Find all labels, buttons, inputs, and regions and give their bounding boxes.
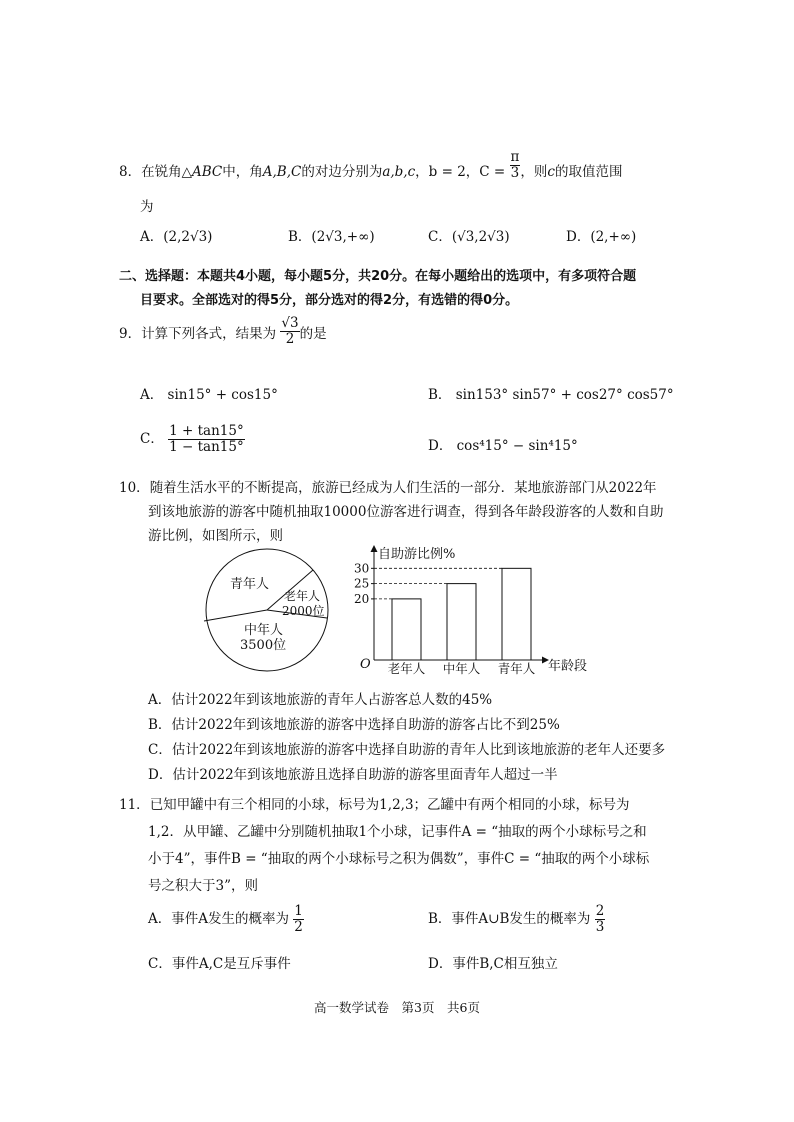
section-heading-line2: 目要求。全部选对的得5分，部分选对的得2分，有选错的得0分。 (140, 293, 519, 308)
y-tick-label: 20 (354, 591, 370, 606)
q10-option-b: B．估计2022年到该地旅游的游客中选择自助游的游客占比不到25% (148, 717, 560, 733)
q8-option-c: C．(√3,2√3) (428, 229, 510, 245)
y-tick-label: 30 (354, 561, 370, 576)
q10-line3: 游比例，如图所示，则 (148, 528, 283, 544)
bar-2 (502, 568, 531, 660)
pie-label-old-count: 2000位 (282, 604, 325, 618)
origin-label: O (360, 657, 371, 672)
x-tick-label: 老年人 (387, 661, 426, 676)
q9-number: 9． (119, 326, 142, 342)
section-heading-line1: 二、选择题：本题共4小题，每小题5分，共20分。在每小题给出的选项中，有多项符合题 (119, 269, 637, 284)
bar-0 (392, 599, 421, 660)
pie-label-middle-count: 3500位 (240, 638, 287, 653)
q11-option-d: D．事件B,C相互独立 (428, 956, 558, 972)
pie-label-youth: 青年人 (230, 577, 270, 592)
q8-option-d: D．(2,+∞) (566, 229, 637, 245)
x-tick-label: 中年人 (442, 661, 481, 676)
page-footer: 高一数学试卷 第3页 共6页 (314, 1000, 480, 1015)
pie-label-old: 老年人 (284, 589, 321, 603)
q8-pi-fraction: $\frac{\pi}{3}$ (510, 149, 520, 181)
bars-group (354, 561, 536, 676)
pie-label-middle: 中年人 (244, 623, 284, 638)
q11-option-b: B．事件A∪B发生的概率为 $\frac{2}{3}$ (428, 903, 605, 935)
q11-line1: 11．已知甲罐中有三个相同的小球，标号为1,2,3；乙罐中有两个相同的小球，标号为 (119, 797, 630, 813)
q9-stem: 9．计算下列各式，结果为 $\frac{√3}{2}$ 的是 (119, 315, 327, 347)
q11-option-b-fraction: $\frac{2}{3}$ (595, 903, 605, 935)
q9-option-b: B． sin153° sin57° + cos27° cos57° (428, 387, 674, 403)
q9-option-d: D． cos⁴15° − sin⁴15° (428, 438, 578, 454)
q8-option-a: A．(2,2√3) (140, 229, 213, 245)
q9-option-c: C． $\frac{1 + \tan 15^\circ}{1 - \tan 15^\circ}$ (140, 423, 244, 455)
q10-option-a: A．估计2022年到该地旅游的青年人占游客总人数的45% (148, 692, 493, 708)
q8-option-b: B．(2√3,+∞) (288, 229, 375, 245)
q11-option-c: C．事件A,C是互斥事件 (148, 956, 291, 972)
q9-fraction: $\frac{√3}{2}$ (281, 315, 299, 347)
q9-option-a: A． sin15° + cos15° (140, 387, 278, 403)
x-tick-label: 青年人 (497, 661, 536, 676)
q8-stem-wrap: 为 (140, 199, 154, 215)
q8-number: 8． (119, 164, 142, 180)
pie-chart (200, 548, 335, 673)
bar-chart (350, 540, 600, 678)
q10-line2: 到该地旅游的游客中随机抽取10000位游客进行调查，得到各年龄段游客的人数和自助 (148, 504, 664, 520)
q11-line3: 小于4”，事件B = “抽取的两个小球标号之积为偶数”，事件C = “抽取的两个小球标 (148, 851, 650, 867)
q11-line2: 1,2．从甲罐、乙罐中分别随机抽取1个小球，记事件A = “抽取的两个小球标号之和 (148, 824, 647, 840)
q11-option-a-fraction: $\frac{1}{2}$ (294, 903, 303, 935)
pie-divider-middle-youth (204, 610, 267, 621)
bar-1 (447, 584, 476, 660)
q10-line1: 10．随着生活水平的不断提高，旅游已经成为人们生活的一部分．某地旅游部门从2022年 (119, 480, 657, 496)
q9-option-c-fraction: $\frac{1 + \tan 15^\circ}{1 - \tan 15^\circ}$ (169, 423, 244, 455)
x-axis-label: 年龄段 (548, 659, 588, 674)
q10-number: 10． (119, 480, 150, 496)
y-axis-label: 自助游比例% (378, 547, 456, 562)
q8-stem: 8．在锐角△ABC中，角A,B,C的对边分别为a,b,c，b = 2，C = $\frac{\pi}{3}$ ，则c的取值范围 (119, 149, 623, 181)
y-tick-label: 25 (354, 576, 370, 591)
q11-option-a: A．事件A发生的概率为 $\frac{1}{2}$ (148, 903, 303, 935)
q10-option-d: D．估计2022年到该地旅游且选择自助游的游客里面青年人超过一半 (148, 767, 558, 783)
q11-line4: 号之积大于3”，则 (148, 878, 258, 894)
q10-option-c: C．估计2022年到该地旅游的游客中选择自助游的青年人比到该地旅游的老年人还要多 (148, 742, 666, 758)
q11-number: 11． (119, 797, 150, 813)
